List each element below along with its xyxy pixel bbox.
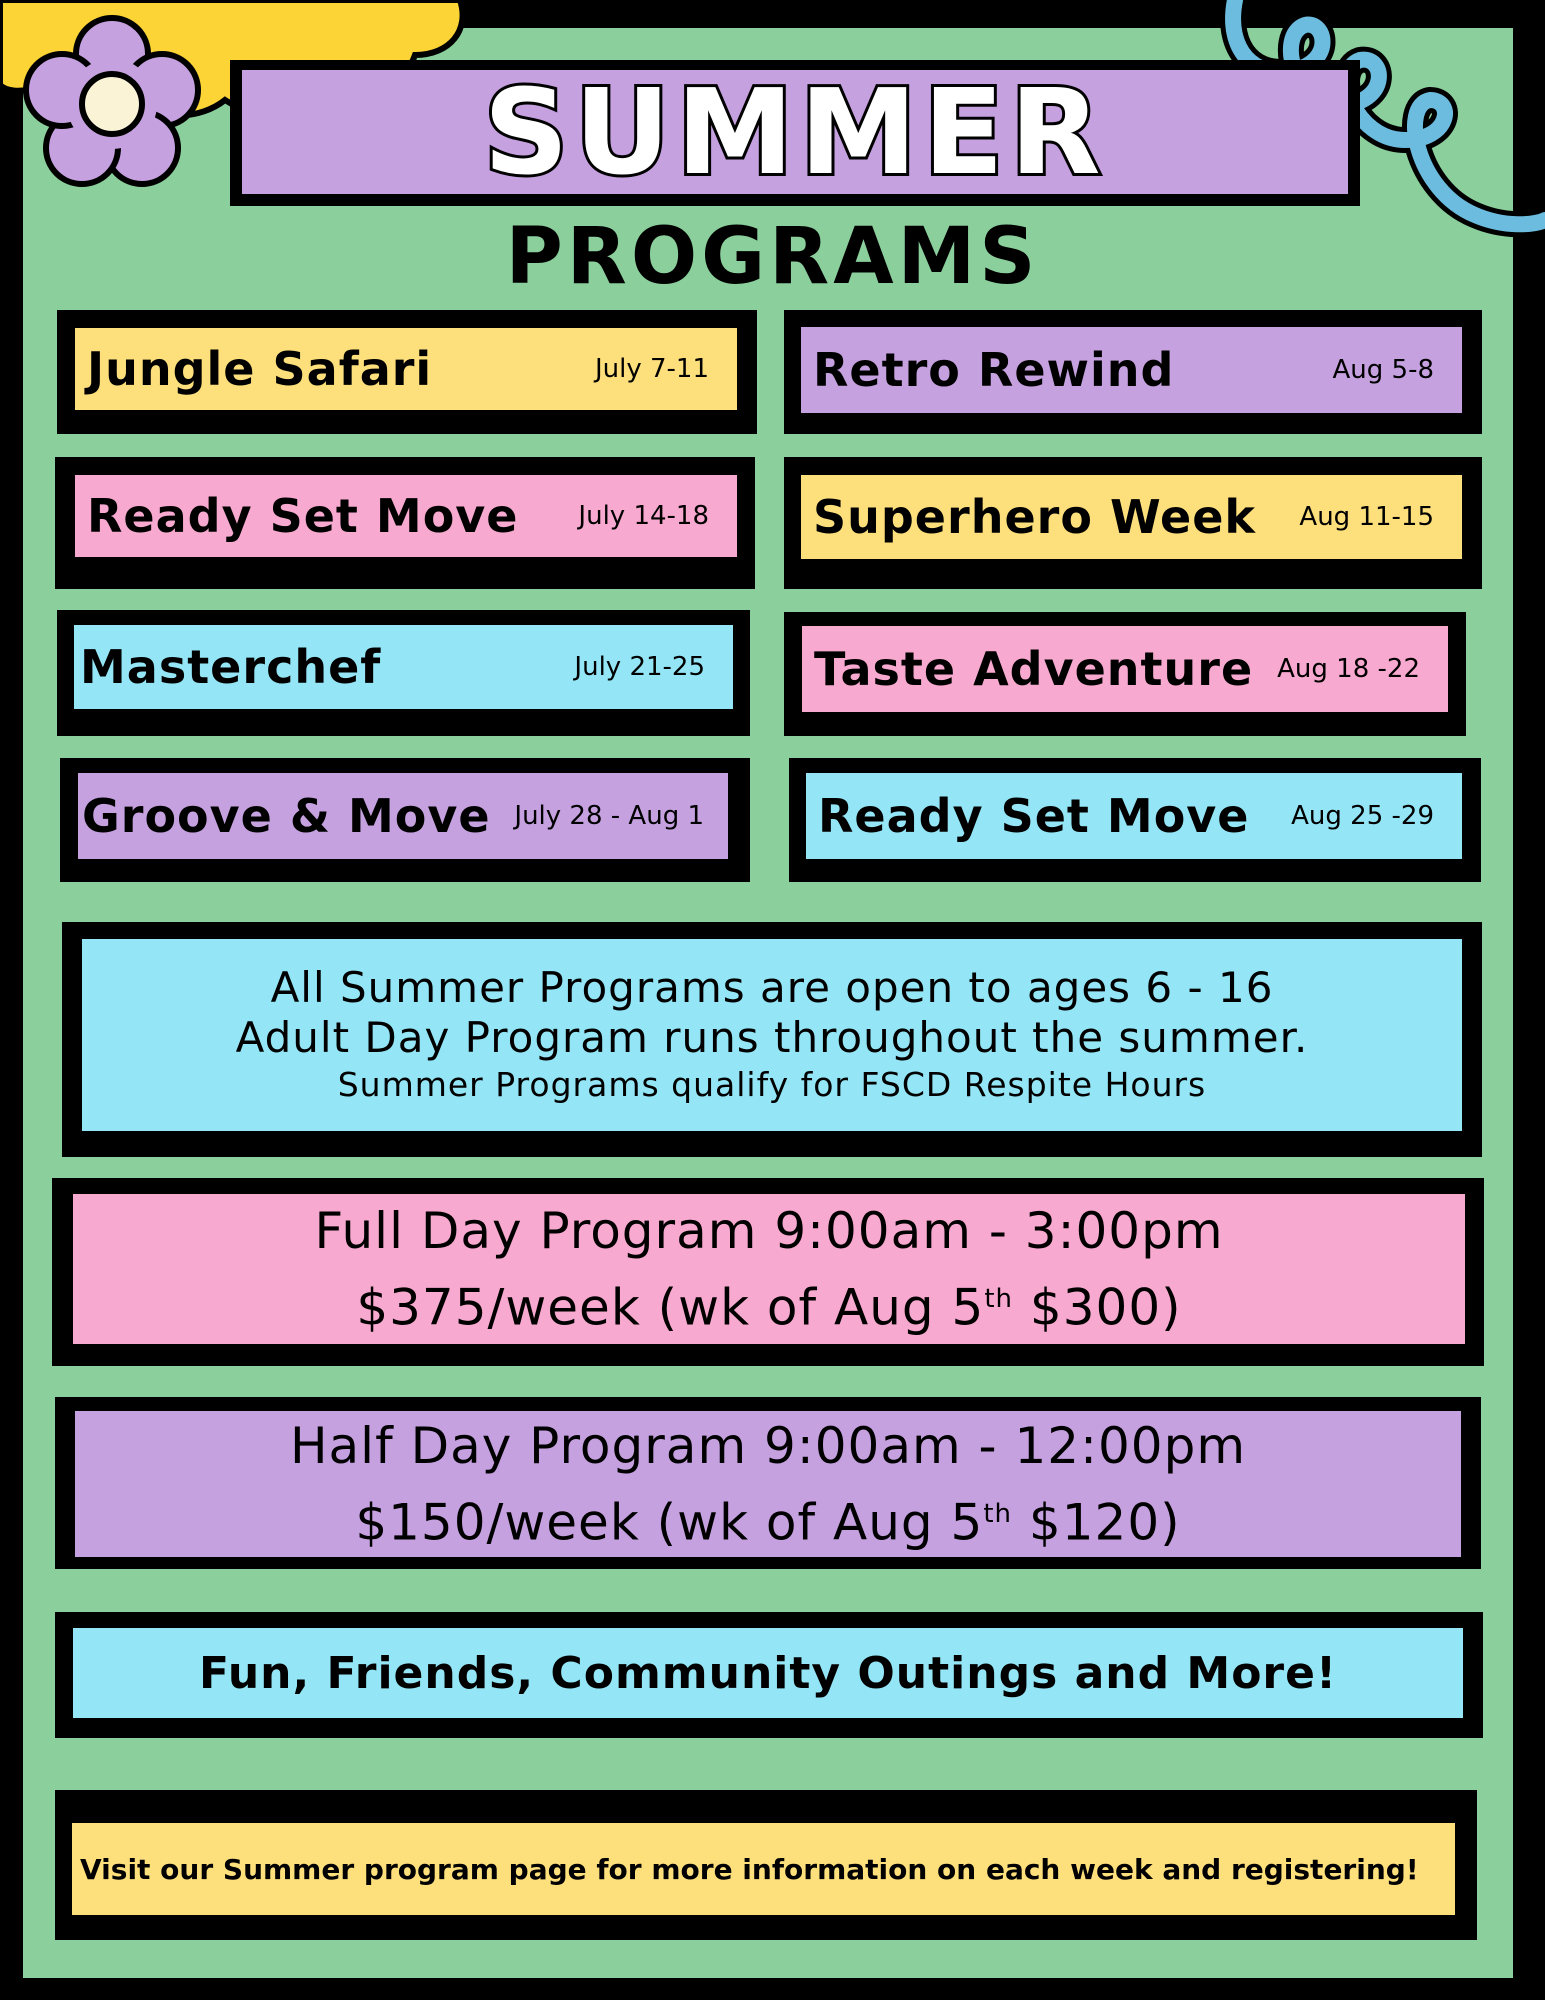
half-day-hours: Half Day Program 9:00am - 12:00pm (289, 1416, 1247, 1475)
week-name: Groove & Move (82, 789, 491, 843)
week-card-ready-set-move-aug (789, 758, 1481, 882)
week-card-taste-adventure (784, 612, 1466, 736)
week-card-retro-rewind (784, 310, 1482, 434)
page-subtitle: PROGRAMS (505, 212, 1040, 302)
full-day-panel (52, 1178, 1484, 1366)
week-name: Masterchef (80, 640, 382, 694)
week-name: Taste Adventure (814, 642, 1254, 696)
footer-text: Visit our Summer program page for more information on each week and registering! (80, 1852, 1419, 1886)
week-card-masterchef (57, 610, 750, 736)
week-date: July 21-25 (574, 652, 705, 682)
week-name: Jungle Safari (87, 342, 433, 396)
week-date: Aug 25 -29 (1291, 801, 1434, 831)
week-card-ready-set-move-july (55, 457, 755, 589)
flower-icon (20, 12, 205, 187)
info-adult-program: Adult Day Program runs throughout the summer. (235, 1013, 1309, 1062)
info-ages: All Summer Programs are open to ages 6 - 16 (270, 963, 1274, 1012)
footer-panel (55, 1790, 1477, 1940)
week-name: Retro Rewind (813, 343, 1175, 397)
tagline-text: Fun, Friends, Community Outings and More! (198, 1647, 1338, 1699)
week-name: Ready Set Move (818, 789, 1250, 843)
week-date: Aug 11-15 (1299, 502, 1434, 532)
week-card-superhero-week (784, 457, 1482, 589)
week-date: Aug 18 -22 (1277, 654, 1420, 684)
page-title: SUMMER (483, 63, 1107, 201)
tagline-panel (55, 1612, 1483, 1738)
week-name: Ready Set Move (87, 489, 519, 543)
half-day-price: $150/week (wk of Aug 5th $120) (355, 1493, 1181, 1552)
week-name: Superhero Week (813, 490, 1257, 544)
info-respite-hours: Summer Programs qualify for FSCD Respite Hours (337, 1065, 1207, 1104)
full-day-price: $375/week (wk of Aug 5th $300) (356, 1278, 1182, 1337)
half-day-panel (55, 1397, 1481, 1569)
info-panel (62, 922, 1482, 1157)
week-date: July 28 - Aug 1 (514, 801, 704, 831)
week-card-jungle-safari (57, 310, 757, 434)
week-date: Aug 5-8 (1332, 355, 1434, 385)
week-date: July 14-18 (578, 501, 709, 531)
week-date: July 7-11 (594, 354, 709, 384)
full-day-hours: Full Day Program 9:00am - 3:00pm (314, 1201, 1224, 1260)
title-banner (230, 60, 1360, 206)
week-card-groove-and-move (60, 758, 750, 882)
